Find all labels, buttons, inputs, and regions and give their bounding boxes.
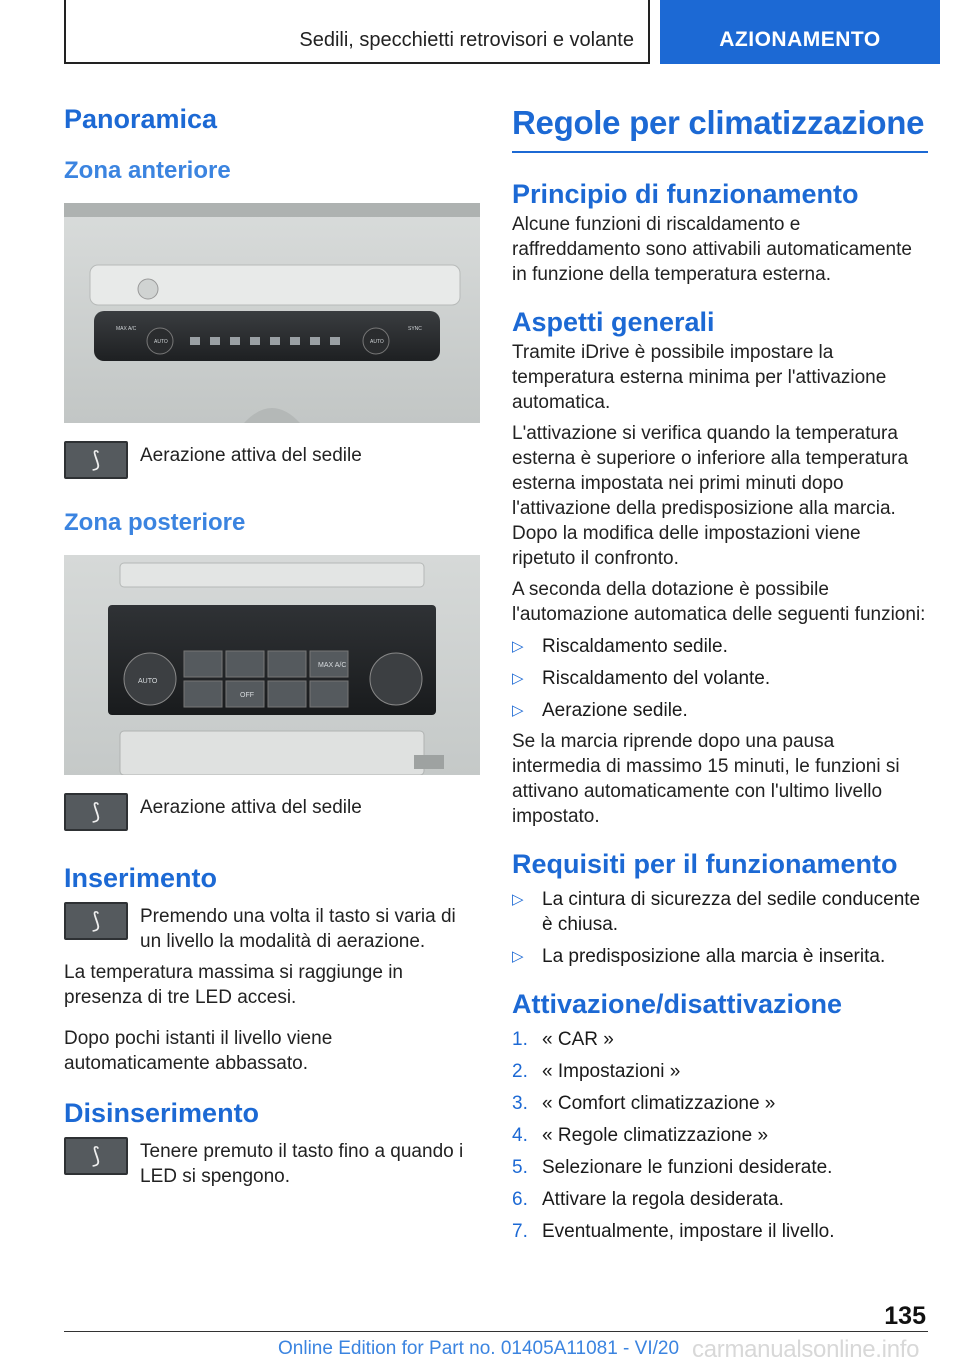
watermark: carmanualsonline.info bbox=[692, 1336, 920, 1362]
list-item: ▷ La predisposizione alla marcia è inserita. bbox=[512, 945, 886, 967]
attivazione-steps bbox=[512, 1027, 928, 1244]
seat-ventilation-icon: ⟆ bbox=[64, 793, 128, 831]
section-title: Sedili, specchietti retrovisori e volante bbox=[299, 29, 634, 51]
list-item: ▷ Aerazione sedile. bbox=[512, 699, 688, 721]
page-header bbox=[0, 0, 960, 68]
list-item: 3. « Comfort climatizzazione » bbox=[512, 1092, 776, 1114]
right-column bbox=[512, 90, 928, 1244]
main-title: Regole per climatizzazione bbox=[512, 90, 928, 153]
list-item: 2. « Impostazioni » bbox=[512, 1060, 681, 1082]
inserimento-row bbox=[64, 902, 480, 954]
footer-divider bbox=[64, 1331, 928, 1332]
aspetti-bullets bbox=[512, 634, 928, 723]
heading-aspetti: Aspetti generali bbox=[512, 306, 715, 337]
inserimento-p1: La temperatura massima si raggiunge in presenza di tre LED accesi. bbox=[64, 962, 404, 1008]
inserimento-p2: Dopo pochi istanti il livello viene automaticamente abbassato. bbox=[64, 1028, 333, 1074]
bullet-marker-icon: ▷ bbox=[512, 890, 524, 908]
chapter-tab bbox=[660, 0, 940, 64]
heading-requisiti: Requisiti per il funzionamento bbox=[512, 848, 898, 879]
rear-panel-label: OFF bbox=[240, 692, 254, 699]
disinserimento-row bbox=[64, 1137, 480, 1189]
section-tab bbox=[64, 0, 650, 64]
left-column bbox=[64, 90, 480, 1189]
bullet-marker-icon: ▷ bbox=[512, 701, 524, 719]
list-item: 5. Selezionare le funzioni desiderate. bbox=[512, 1156, 833, 1178]
principio-text: Alcune funzioni di riscaldamento e raffreddamento sono attivabili automaticamente in funzione della temperatura esterna. bbox=[512, 213, 912, 285]
rear-caption: Aerazione attiva del sedile bbox=[140, 797, 362, 818]
front-caption: Aerazione attiva del sedile bbox=[140, 445, 362, 466]
heading-attivazione: Attivazione/disattivazione bbox=[512, 988, 843, 1019]
heading-disinserimento: Disinserimento bbox=[64, 1098, 260, 1128]
list-item: ▷ La cintura di sicurezza del sedile conducente è chiusa. bbox=[512, 888, 921, 935]
aspetti-p4: Se la marcia riprende dopo una pausa intermedia di massimo 15 minuti, le funzioni si attivano automaticamente con l'ultimo livello impostato. bbox=[512, 730, 900, 827]
list-item: ▷ Riscaldamento del volante. bbox=[512, 667, 771, 689]
requisiti-bullets bbox=[512, 887, 928, 969]
list-item: ▷ Riscaldamento sedile. bbox=[512, 635, 728, 657]
aspetti-p3: A seconda della dotazione è possibile l'automazione automatica delle seguenti funzioni: bbox=[512, 578, 926, 625]
rear-caption-row bbox=[64, 793, 480, 831]
list-item: 6. Attivare la regola desiderata. bbox=[512, 1188, 784, 1210]
footer-edition: Online Edition for Part no. 01405A11081 - VI/20 bbox=[278, 1338, 680, 1359]
rear-panel-label: AUTO bbox=[138, 678, 158, 685]
aspetti-p1: Tramite iDrive è possibile impostare la temperatura esterna minima per l'attivazione automatica. bbox=[512, 341, 887, 413]
front-panel-label: SYNC bbox=[408, 326, 422, 332]
list-item: 4. « Regole climatizzazione » bbox=[512, 1124, 769, 1146]
rear-panel-label: MAX A/C bbox=[318, 662, 347, 669]
inserimento-text: Premendo una volta il tasto si varia di un livello la modalità di aerazione. bbox=[140, 906, 456, 952]
heading-principio: Principio di funzionamento bbox=[512, 178, 859, 209]
list-item: 1. « CAR » bbox=[512, 1028, 614, 1050]
front-panel-label: AUTO bbox=[154, 339, 168, 345]
disinserimento-text: Tenere premuto il tasto fino a quando i LED si spengono. bbox=[140, 1141, 464, 1187]
heading-zona-posteriore: Zona posteriore bbox=[64, 509, 246, 536]
aspetti-p2: L'attivazione si verifica quando la temperatura esterna è superiore o inferiore alla temperatura esterna impostata nei primi minuti dopo l'attivazione della predisposizione alla marcia. Dopo la modifica delle impostazioni viene ripetuto il confronto. bbox=[512, 422, 909, 569]
seat-ventilation-icon: ⟆ bbox=[64, 441, 128, 479]
heading-zona-anteriore: Zona anteriore bbox=[64, 157, 231, 184]
bullet-marker-icon: ▷ bbox=[512, 947, 524, 965]
seat-ventilation-icon: ⟆ bbox=[64, 902, 128, 940]
heading-panoramica: Panoramica bbox=[64, 104, 218, 134]
front-panel-label: MAX A/C bbox=[116, 326, 137, 332]
list-item: 7. Eventualmente, impostare il livello. bbox=[512, 1220, 835, 1242]
front-panel-label: AUTO bbox=[370, 339, 384, 345]
front-caption-row bbox=[64, 441, 480, 479]
front-climate-panel-photo bbox=[64, 203, 480, 423]
bullet-marker-icon: ▷ bbox=[512, 637, 524, 655]
heading-inserimento: Inserimento bbox=[64, 863, 218, 893]
page-number: 135 bbox=[884, 1302, 926, 1330]
seat-ventilation-icon: ⟆ bbox=[64, 1137, 128, 1175]
rear-climate-panel-photo bbox=[64, 555, 480, 775]
chapter-title: AZIONAMENTO bbox=[719, 28, 881, 51]
bullet-marker-icon: ▷ bbox=[512, 669, 524, 687]
